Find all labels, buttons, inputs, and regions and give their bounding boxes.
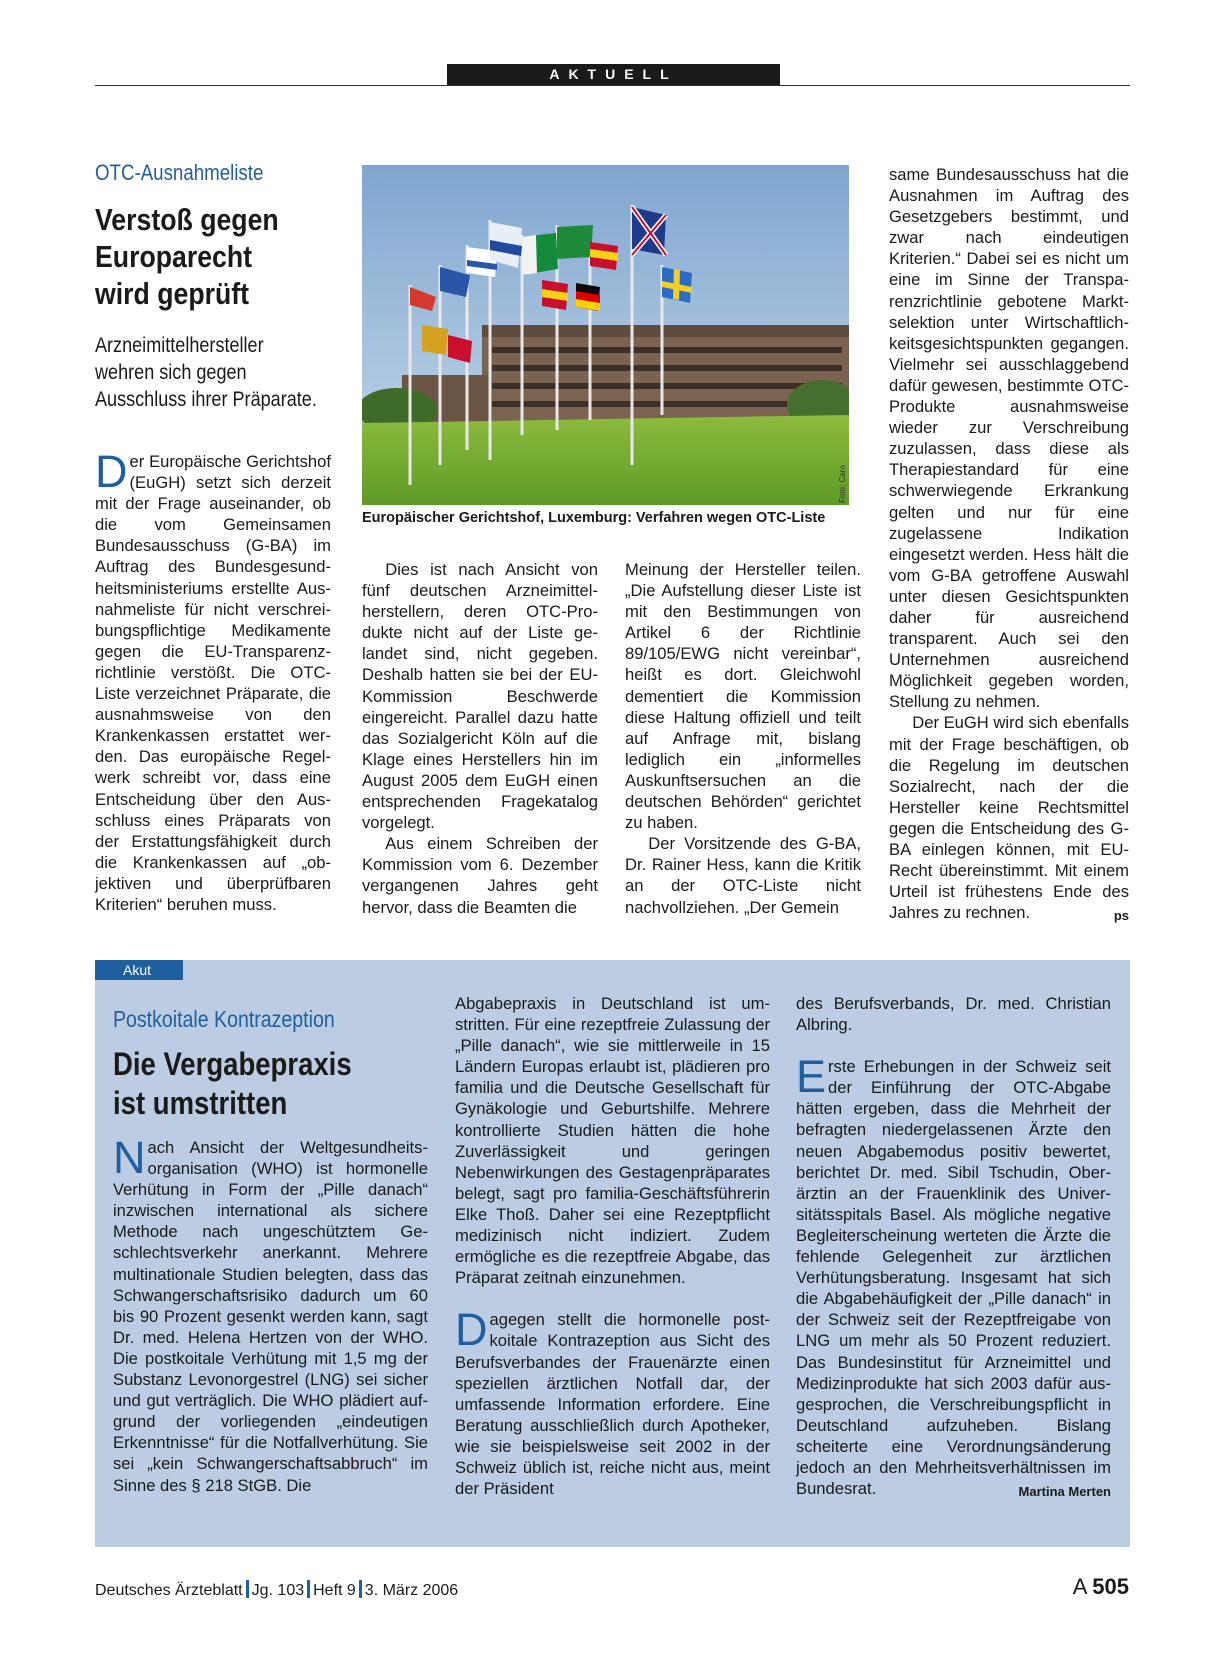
page-number: A 505 bbox=[1072, 1574, 1129, 1599]
section-label: AKTUELL bbox=[447, 64, 780, 85]
article1-column-2: Dies ist nach Ansicht von fünf deutschen Arzneimittelherstellern, deren OTC-Produkte nicht auf der Liste gelandet sind, nicht gegeben. Deshalb hatten sie bei der EU-Kommission Beschwerde eingereicht. Parallel dazu hatte das Sozialgericht Köln auf die Klage eines Herstellers hin im August 2005 dem EuGH einen entsprechenden Fragekatalog vorgelegt. Aus einem Schreiben der Kommission vom 6. Dezember vergangenen Jahres geht hervor, dass die Beamten die bbox=[362, 560, 598, 917]
akut-tab: Akut bbox=[95, 960, 183, 980]
photo-credit: Foto: Caro bbox=[838, 465, 847, 503]
journal-name: Deutsches Ärzteblatt bbox=[95, 1582, 243, 1599]
article1-column-4: same Bundesausschuss hat die Ausnahmen im Auftrag des Gesetzgebers bestimmt, und zwar nach eindeutigen Kriterien.“ Dabei sei es nicht um eine im Sinne der Transparenzrichtlinie gebotene Marktselektion unter Wirtschaftlichkeitsgesichtspunkten gegangen. Vielmehr sei ausschlaggebend dafür gewesen, bestimmte OTC-Produkte ausnahmsweise wieder zur Verschreibung zuzulassen, dass diese als Therapiestandard für eine schwerwiegende Erkrankung gelten und nur für eine zugelassene Indikation eingesetzt werden. Hess hält die vom G-BA getroffene Auswahl unter diesen Gesichtspunkten daher für ausreichend transparent. Auch sei den Unternehmen ausreichend Möglichkeit gegeben worden, Stellung zu nehmen. Der EuGH wird sich ebenfalls mit der Frage beschäftigen, ob die Regelung im deutschen Sozialrecht, nach der die Hersteller keine Rechtsmittel gegen die Entscheidung des G-BA einlegen können, mit EU-Recht übereinstimmt. Mit einem Urteil ist frühestens Ende des Jahres zu rechnen. ps bbox=[889, 164, 1129, 926]
article2-headline: Die Vergabepraxis ist umstritten bbox=[113, 1046, 352, 1121]
article1-kicker: OTC-Ausnahmeliste bbox=[95, 160, 264, 185]
drop-cap: D bbox=[95, 446, 128, 497]
article1-column-1: Der Europäische Gerichtshof (EuGH) setzt sich derzeit mit der Frage auseinander, ob die vom Gemeinsamen Bundesausschuss (G-BA) im Auftrag des Bundesgesundheitsministeriums erstellte Ausnahmeliste für nicht verschreibungspflichtige Medikamente gegen die EU-Transparenzrichtlinie verstößt. Die OTC-Liste verzeichnet Präparate, die ausnahmsweise von den Krankenkassen erstattet werden. Das europäische Regelwerk schreibt vor, dass eine Entscheidung über den Ausschluss eines Präparats von der Erstattungsfähigkeit durch die Krankenkassen auf „objektiven und überprüfbaren Kriterien“ beruhen muss. bbox=[95, 446, 331, 914]
article2-kicker: Postkoitale Kontrazeption bbox=[113, 1006, 335, 1032]
article2-column-3: des Berufsverbands, Dr. med. Christian Albring. Erste Erhebungen in der Schweiz seit der Einführung der OTC-Abgabe hätten ergeben, dass die Mehrheit der befragten niedergelassenen Ärzte den neuen Abgabemodus positiv bewertet, berichtet Dr. med. Sibil Tschudin, Oberärztin an der Frauenklinik des Universitätsspitals Basel. Als mögliche negative Begleiterscheinung werteten die Ärzte die fehlende Gelegenheit zur ärztlichen Verhütungsberatung. Insgesamt hat sich die Abgabehäufigkeit der „Pille danach“ in der Schweiz seit der Rezeptfreigabe von LNG um mehr als 50 Prozent reduziert. Das Bundesinstitut für Arzneimittel und Medizinprodukte hat sich 2003 dafür ausgesprochen, die Verschreibungspflicht in Deutschland aufzuheben. Bislang scheiterte eine Verordnungsänderung jedoch an den Mehrheitsverhältnissen im Bundesrat. Martina Merten bbox=[796, 993, 1111, 1502]
article1-headline: Verstoß gegen Europarecht wird geprüft bbox=[95, 202, 279, 311]
flags-building-illustration bbox=[362, 165, 849, 505]
drop-cap: D bbox=[455, 1304, 488, 1356]
drop-cap: E bbox=[796, 1051, 827, 1103]
court-photo bbox=[362, 165, 849, 505]
header-rule bbox=[95, 85, 1130, 86]
article2-column-2: Abgabepraxis in Deutschland ist umstritten. Für eine rezeptfreie Zulassung der „Pille danach“, wie sie mittlerweile in 15 Ländern Europas erlaubt ist, plädieren pro familia und die Deutsche Gesellschaft für Gynäkologie und Geburtshilfe. Mehrere kontrollierte Studien hätten die hohe Zuverlässigkeit und geringen Nebenwirkungen des Gestagenpräparates belegt, sagt pro familia-Geschäftsführerin Elke Thoß. Daher sei eine Rezeptpflicht medizinisch nicht indiziert. Zudem ermögliche es die rezeptfreie Abgabe, das Präparat zeitnah einzunehmen. Dagegen stellt die hormonelle postkoitale Kontrazeption aus Sicht des Berufsverbandes der Frauenärzte einen speziellen ärztlichen Notfall dar, der umfassende Information erfordere. Eine Beratung ausschließlich durch Apotheker, wie sie beispielsweise seit 2002 in der Schweiz üblich ist, reiche nicht aus, meint der Präsident bbox=[455, 994, 770, 1499]
journal-issue: Heft 9 bbox=[313, 1582, 356, 1599]
footer-citation bbox=[95, 1580, 458, 1600]
article1-signature: ps bbox=[1113, 908, 1129, 924]
article1-column-3: Meinung der Hersteller teilen. „Die Aufstellung dieser Liste ist mit den Bestimmungen von Artikel 6 der Richtlinie 89/105/EWG nicht vereinbar“, heißt es dort. Gleichwohl dementiert die Kommission diese Haltung offiziell und teilt auf Anfrage mit, bislang lediglich ein „informelles Auskunftsersuchen an die deutschen Behörden“ gerichtet zu haben. Der Vorsitzende des G-BA, Dr. Rainer Hess, kann die Kritik an der OTC-Liste nicht nachvollziehen. „Der Gemein bbox=[625, 560, 861, 917]
journal-date: 3. März 2006 bbox=[364, 1582, 459, 1599]
journal-volume: Jg. 103 bbox=[251, 1582, 305, 1599]
article2-column-1: Nach Ansicht der Weltgesundheitsorganisation (WHO) ist hormonelle Verhütung in Form der „Pille danach“ inzwischen international als sichere Methode nach ungeschütztem Geschlechtsverkehr anerkannt. Mehrere multinationale Studien belegten, dass das Schwangerschaftsrisiko dadurch um 60 bis 90 Prozent gesenkt werden kann, sagt Dr. med. Helena Hertzen von der WHO. Die postkoitale Verhütung mit 1,5 mg der Substanz Levonorgestrel (LNG) sei sicher und gut verträglich. Die WHO plädiert aufgrund der vorliegenden „eindeutigen Erkenntnisse“ für die Notfallverhütung. Sie sei „kein Schwangerschaftsabbruch“ im Sinne des § 218 StGB. Die bbox=[113, 1132, 428, 1495]
drop-cap: N bbox=[113, 1132, 146, 1183]
article2-signature: Martina Merten bbox=[1018, 1484, 1111, 1500]
article1-subhead: Arzneimittelhersteller wehren sich gegen Ausschluss ihrer Präparate. bbox=[95, 334, 317, 411]
photo-caption: Europäischer Gerichtshof, Luxemburg: Verfahren wegen OTC-Liste bbox=[362, 510, 826, 526]
